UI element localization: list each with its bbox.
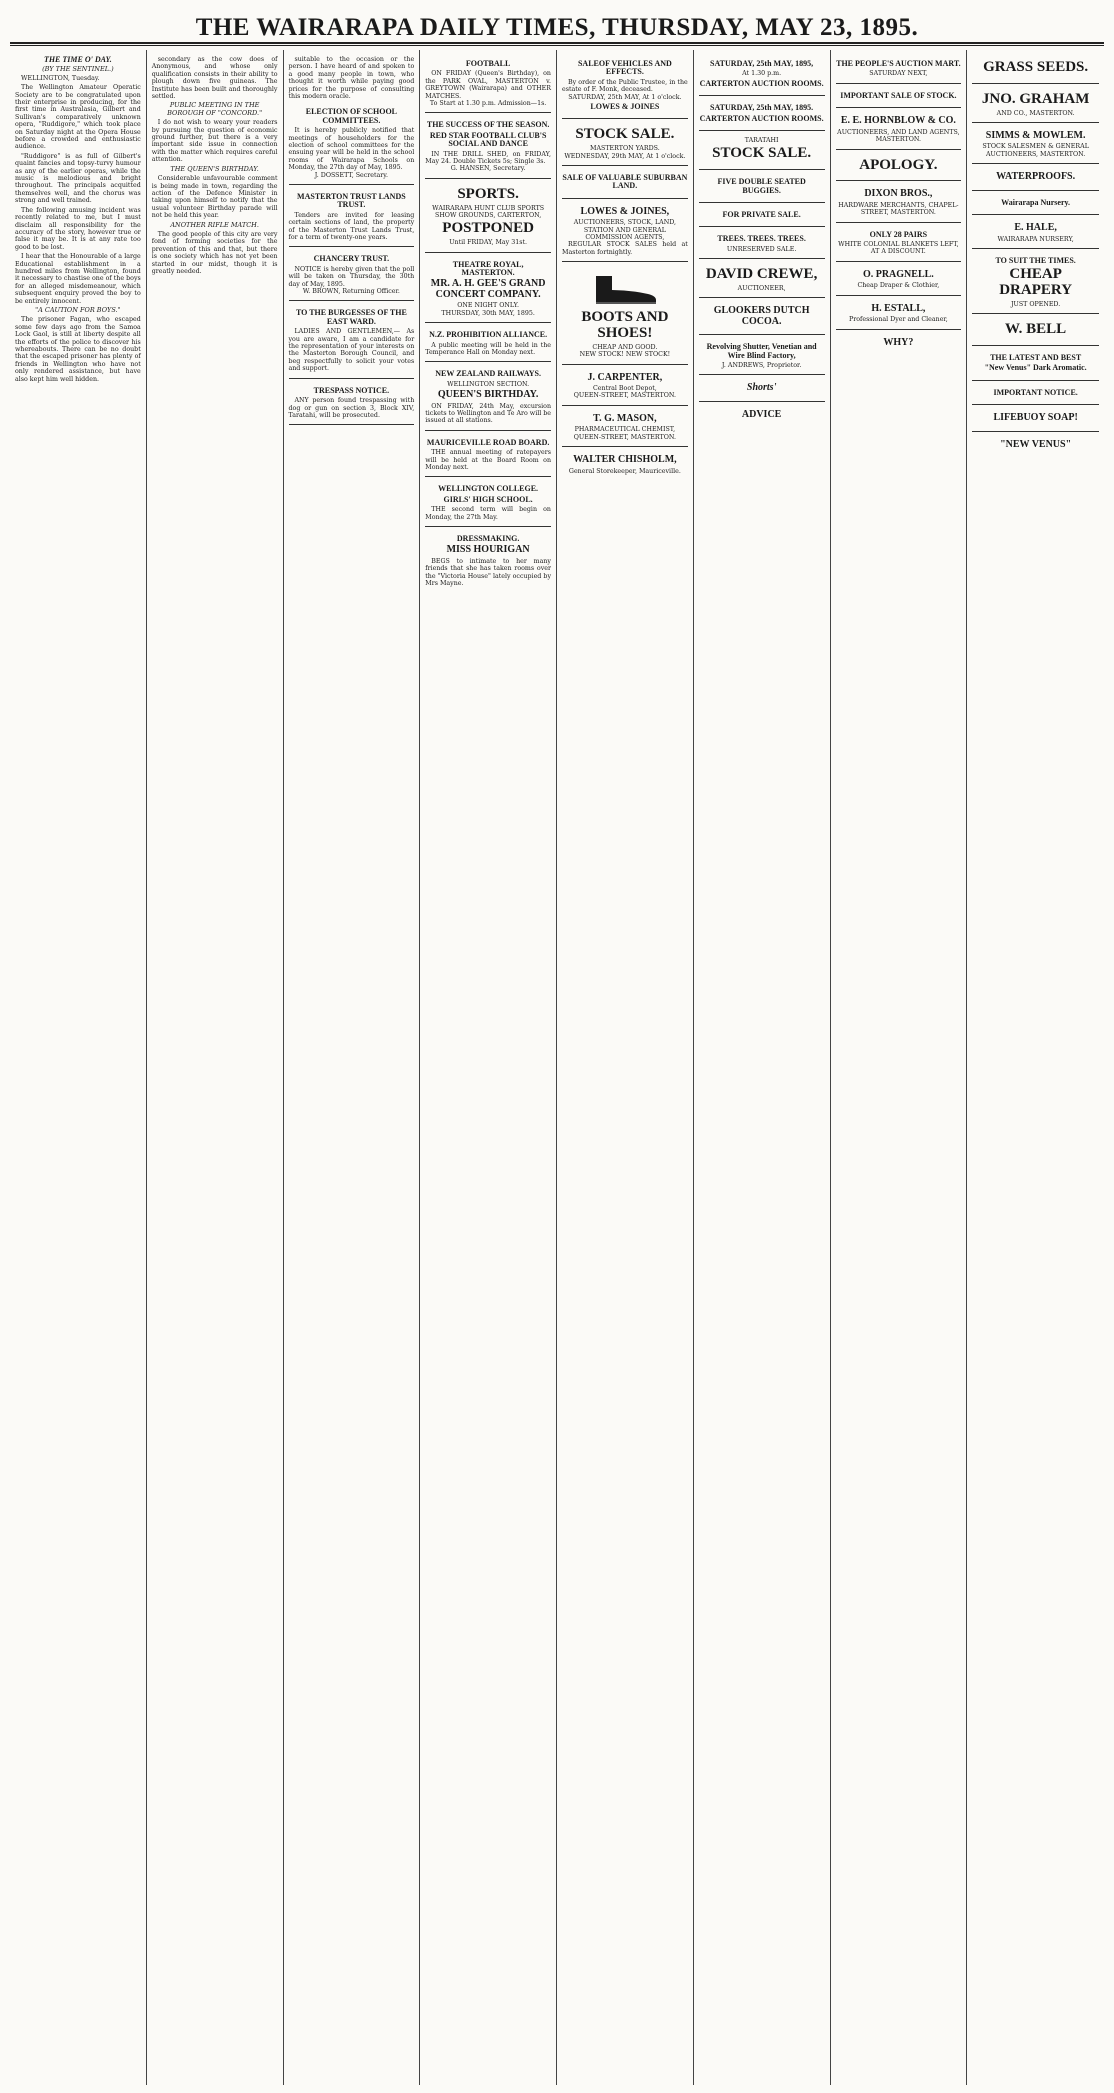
- ad-nursery: [972, 193, 1099, 215]
- column-2: [147, 50, 284, 2085]
- ad-title: STOCK SALE.: [575, 126, 675, 143]
- column-7: [831, 50, 968, 2085]
- ad-body: REGULAR STOCK SALES held at Masterton fortnightly.: [562, 241, 688, 256]
- ad-title: SALEOF VEHICLES AND EFFECTS.: [577, 59, 672, 77]
- ad-title: NEW ZEALAND RAILWAYS.: [435, 369, 541, 379]
- boot-icon: [590, 272, 660, 306]
- ad-title: THE LATEST AND BEST: [990, 353, 1082, 363]
- ad-title: STOCK SALE.: [712, 145, 812, 162]
- ad-title: DIXON BROS.,: [864, 188, 933, 200]
- ad-body: THE second term will begin on Monday, the 27th May.: [425, 506, 551, 521]
- ad-pragnell: [836, 264, 962, 296]
- column-6: [694, 50, 831, 2085]
- ad-subtext: QUEEN-STREET, MASTERTON.: [573, 392, 676, 400]
- masthead-title: THE WAIRARAPA DAILY TIMES, THURSDAY, MAY 23, 1895.: [195, 14, 919, 41]
- ad-title: WELLINGTON COLLEGE.: [438, 484, 539, 494]
- notice-trespass: [289, 381, 415, 426]
- ad-important-notice: [972, 383, 1099, 405]
- ad-subtext: JUST OPENED.: [1010, 300, 1061, 308]
- ad-carterton-rooms: [699, 98, 825, 131]
- ad-title: SPORTS.: [457, 185, 519, 202]
- ad-subtext: At 1.30 p.m.: [742, 70, 782, 78]
- ad-apology: [836, 152, 962, 182]
- ad-title: "NEW VENUS": [1000, 438, 1072, 450]
- article-paragraph: The following amusing incident was recently related to me, but I must disclaim all responsibility for the accuracy of the story, however true or false it may be. It is at any rate too good to be lost.: [15, 206, 141, 251]
- ad-subtext: PHARMACEUTICAL CHEMIST,: [574, 426, 676, 434]
- ad-road-board: [425, 433, 551, 478]
- ad-subtext: To Start at 1.30 p.m. Admission—1s.: [429, 100, 547, 108]
- ad-concert: [425, 255, 551, 324]
- ad-body: ON FRIDAY, 24th May, excursion tickets to Wellington and Te Aro will be issued at all stations.: [425, 402, 551, 425]
- article-subheading: "A CAUTION FOR BOYS.": [35, 305, 121, 314]
- ad-subtext: AUCTIONEER,: [737, 284, 786, 292]
- ad-title: TREES. TREES. TREES.: [717, 234, 806, 244]
- notice-title: ELECTION OF SCHOOL COMMITTEES.: [305, 107, 398, 125]
- ad-subtext: MASTERTON YARDS.: [590, 145, 660, 153]
- ad-stock-important: [836, 86, 962, 108]
- ad-title: E. HALE,: [1014, 222, 1057, 234]
- ad-title: MAURICEVILLE ROAD BOARD.: [426, 437, 550, 447]
- ad-taratahi-stock: [699, 133, 825, 170]
- ad-trees: [699, 229, 825, 259]
- masthead-rule: [10, 45, 1104, 46]
- ad-title: J. CARPENTER,: [587, 371, 663, 383]
- ad-title: DAVID CREWE,: [705, 266, 818, 283]
- ad-sports: [425, 181, 551, 253]
- ad-hornblow: [836, 110, 962, 149]
- article-paragraph: secondary as the cow does of Anonymous, and whose only qualification consists in their ability to plough down five guineas. The Institute has been built and thoroughly settled.: [151, 56, 278, 101]
- ad-title: WALTER CHISHOLM,: [573, 454, 677, 466]
- ad-blind-factory: [699, 337, 825, 375]
- ad-heading: LOWES & JOINES: [590, 102, 660, 111]
- ad-heading: QUEEN'S BIRTHDAY.: [437, 389, 539, 401]
- ad-title: TO SUIT THE TIMES.: [995, 256, 1076, 266]
- ad-football: [425, 54, 551, 113]
- masthead: [10, 6, 1104, 44]
- ad-body: THE annual meeting of ratepayers will be held at the Board Room on Monday next.: [425, 449, 551, 472]
- ad-title: APOLOGY.: [859, 156, 938, 173]
- ad-subtext: NEW STOCK! NEW STOCK!: [579, 351, 671, 359]
- ad-new-venus: [972, 434, 1099, 458]
- ad-subtext: AUCTIONEERS, AND LAND AGENTS, MASTERTON.: [837, 128, 960, 144]
- ad-title: GRASS SEEDS.: [983, 59, 1089, 75]
- ad-title: Revolving Shutter, Venetian and Wire Blind Factory,: [706, 342, 817, 360]
- ad-subtext: SATURDAY, 25th MAY, At 1 o'clock.: [568, 93, 682, 101]
- ad-chisholm: [562, 449, 688, 480]
- article-paragraph: The Wellington Amateur Operatic Society are to be congratulated upon their enterprise in producing, for the first time in Australasia, Gilbert and Sullivan's comparatively unknown opera, "Ruddigore," which took place on Saturday night at the Opera House before a crowded and enthusiastic audience.: [15, 84, 141, 151]
- ad-waterproofs: [972, 166, 1099, 191]
- ad-subtext: WHITE COLONIAL BLANKETS LEFT, AT A DISCOUNT.: [838, 240, 959, 256]
- ad-subtext: General Storekeeper, Mauriceville.: [568, 467, 681, 475]
- ad-title: FOOTBALL: [465, 59, 511, 68]
- ad-drapery: [972, 251, 1099, 314]
- notice-school-committees: [289, 102, 415, 185]
- dateline: WELLINGTON, Tuesday.: [21, 74, 100, 82]
- ad-title: SALE OF VALUABLE SUBURBAN LAND.: [562, 172, 688, 191]
- article-paragraph: "Ruddigore" is as full of Gilbert's quaint fancies and topsy-turvy humour as any of the earlier operas, while the music is melodious and bright throughout. The principals acquitted themselves well, and the chorus was strong and well trained.: [15, 152, 141, 205]
- ad-heading: POSTPONED: [442, 220, 534, 237]
- ad-title: WHY?: [883, 336, 914, 348]
- ad-title: DRESSMAKING.: [456, 534, 520, 544]
- column-8: [967, 50, 1104, 2085]
- ad-signoff: G. HANSEN, Secretary.: [450, 165, 526, 173]
- ad-hale: [972, 217, 1099, 249]
- ad-subtext: WAIRARAPA NURSERY,: [997, 235, 1074, 243]
- ad-grass-seeds: [972, 54, 1099, 84]
- ad-dressmaking: [425, 529, 551, 593]
- ad-david-crewe: [699, 261, 825, 298]
- ad-title: ADVICE: [741, 408, 782, 420]
- ad-heading: CARTERTON AUCTION ROOMS.: [699, 78, 824, 88]
- ad-subtext: TARATAHI: [744, 136, 779, 144]
- ad-subtext: WELLINGTON SECTION.: [447, 380, 530, 388]
- ad-mason: [562, 408, 688, 447]
- ad-why: [836, 332, 962, 356]
- column-subheading: (BY THE SENTINEL.): [42, 65, 114, 74]
- ad-subtext: SATURDAY NEXT,: [869, 70, 928, 78]
- ad-vehicles: [562, 54, 688, 119]
- ad-subtext: Cheap Draper & Clothier,: [857, 282, 940, 290]
- notice-signoff: W. BROWN, Returning Officer.: [302, 288, 400, 296]
- ad-subtext: J. ANDREWS, Proprietor.: [721, 362, 802, 370]
- ad-title: GLOOKERS DUTCH COCOA.: [713, 305, 810, 327]
- notice-body: LADIES AND GENTLEMEN,— As you are aware, I am a candidate for the representation of your interests on the Masterton Borough Council, and beg respectfully to solicit your votes and support.: [288, 328, 415, 373]
- ad-title: O. PRAGNELL.: [862, 268, 934, 280]
- notice-title: TO THE BURGESSES OF THE EAST WARD.: [295, 308, 407, 326]
- column-heading: THE TIME O' DAY.: [43, 55, 112, 64]
- ad-subtext: AND CO., MASTERTON.: [996, 109, 1075, 117]
- ad-subtext: HARDWARE MERCHANTS, CHAPEL-STREET, MASTERTON.: [838, 201, 959, 217]
- ad-title: SIMMS & MOWLEM.: [985, 129, 1086, 141]
- ad-title: N.Z. PROHIBITION ALLIANCE.: [429, 330, 548, 340]
- ad-subtext: WAIRARAPA HUNT CLUB SPORTS SHOW GROUNDS, CARTERTON,: [432, 204, 545, 219]
- ad-blankets: [836, 225, 962, 262]
- ad-heading: MR. A. H. GEE'S GRAND CONCERT COMPANY.: [430, 278, 546, 300]
- ad-body: A public meeting will be held in the Temperance Hall on Monday next.: [425, 341, 551, 356]
- ad-advice: [699, 404, 825, 428]
- ad-heading: CHEAP DRAPERY: [999, 266, 1073, 299]
- column-4: [420, 50, 557, 2085]
- ad-bell: [972, 316, 1099, 346]
- ad-estall: [836, 298, 962, 330]
- notice-body: NOTICE is hereby given that the poll will be taken on Thursday, the 30th day of May, 1895.: [288, 265, 415, 288]
- notice-signoff: J. DOSSETT, Secretary.: [314, 171, 389, 179]
- ad-title: THE PEOPLE'S AUCTION MART.: [836, 59, 961, 68]
- ad-auction-mart: [836, 54, 962, 84]
- ad-subtext: ONE NIGHT ONLY.: [457, 302, 520, 310]
- ad-railways: [425, 364, 551, 431]
- ad-title: T. G. MASON,: [593, 412, 657, 424]
- ad-body: IN THE DRILL SHED, on FRIDAY, May 24. Double Tickets 5s; Single 3s.: [425, 150, 551, 165]
- ad-title: FOR PRIVATE SALE.: [722, 209, 801, 219]
- ad-title: SATURDAY, 25th MAY, 1895.: [710, 103, 814, 113]
- notice-body: ANY person found trespassing with dog or gun on section 3, Block XIV, Taratahi, will be prosecuted.: [288, 397, 415, 419]
- ad-heading: MISS HOURIGAN: [446, 544, 530, 556]
- ad-title: LIFEBUOY SOAP!: [993, 412, 1078, 424]
- ad-shorts: [699, 377, 825, 402]
- ad-title: JNO. GRAHAM: [981, 90, 1090, 107]
- ad-lifebuoy: [972, 407, 1099, 432]
- ad-title: H. ESTALL,: [871, 302, 926, 314]
- ad-title: W. BELL: [1005, 321, 1067, 338]
- ad-private-sale: [699, 205, 825, 227]
- ad-saturday-sale: [699, 54, 825, 96]
- notice-title: CHANCERY TRUST.: [313, 254, 390, 264]
- ad-stock-sale: [562, 121, 688, 166]
- ad-body: By order of the Public Trustee, in the estate of F. Monk, deceased.: [562, 78, 688, 94]
- ad-title: THEATRE ROYAL, MASTERTON.: [452, 259, 524, 277]
- ad-title: THE SUCCESS OF THE SEASON.: [426, 120, 550, 130]
- ad-title: FIVE DOUBLE SEATED BUGGIES.: [717, 177, 806, 195]
- ad-subtext: Professional Dyer and Cleaner,: [848, 316, 948, 324]
- ad-heading: CARTERTON AUCTION ROOMS.: [699, 113, 824, 123]
- ad-cocoa: [699, 300, 825, 335]
- ad-prohibition: [425, 325, 551, 362]
- ad-title: Wairarapa Nursery.: [1001, 197, 1071, 207]
- ad-title: IMPORTANT NOTICE.: [993, 387, 1078, 397]
- article-paragraph: The prisoner Fagan, who escaped some few days ago from the Samoa Lock Gaol, is still at liberty despite all the efforts of the police to discover his whereabouts. There can be no doubt that the escaped prisoner has plenty of friends in Wellington who have not only rendered assistance, but have also kept him well hidden.: [15, 316, 141, 383]
- ad-heading: GIRLS' HIGH SCHOOL.: [443, 494, 533, 504]
- columns: [10, 50, 1104, 2085]
- ad-heading: RED STAR FOOTBALL CLUB'S SOCIAL AND DANCE: [429, 130, 547, 149]
- ad-body: BEGS to intimate to her many friends that she has taken rooms over the "Victoria House" lately occupied by Mrs Mayne.: [425, 557, 551, 588]
- ad-title: BOOTS AND SHOES!: [581, 309, 669, 342]
- ad-title: WATERPROOFS.: [996, 171, 1076, 183]
- ad-title: Shorts': [746, 382, 777, 394]
- column-5: [557, 50, 694, 2085]
- ad-dixon: [836, 183, 962, 222]
- ad-venus-tobacco: [972, 348, 1099, 381]
- ad-red-star: [425, 115, 551, 178]
- ad-carpenter: [562, 367, 688, 406]
- ad-suburban-land: [562, 168, 688, 199]
- article-paragraph: I do not wish to weary your readers by pursuing the question of economic ground further, but there is a very important side issue in connection with the matter which requires careful attention.: [151, 119, 278, 164]
- article-subheading: ANOTHER RIFLE MATCH.: [170, 220, 259, 229]
- ad-simms-mowlem: [972, 125, 1099, 164]
- notice-east-ward: [289, 303, 415, 378]
- ad-title: LOWES & JOINES,: [580, 205, 670, 217]
- ad-boots: [562, 264, 688, 364]
- column-1: [10, 50, 147, 2085]
- ad-subtext: AUCTIONEERS, STOCK, LAND, STATION AND GENERAL COMMISSION AGENTS,: [573, 219, 677, 242]
- article-paragraph: suitable to the occasion or the person. I have heard of and spoken to a good many people in town, who thought it worth while paying good prices for the purpose of consulting this modern oracle.: [288, 56, 415, 101]
- ad-title: ONLY 28 PAIRS: [869, 229, 928, 239]
- notice-chancery: [289, 249, 415, 301]
- ad-subtext: QUEEN-STREET, MASTERTON.: [573, 433, 676, 441]
- column-3: [284, 50, 421, 2085]
- ad-heading: "New Venus" Dark Aromatic.: [984, 363, 1087, 373]
- ad-buggies: [699, 172, 825, 203]
- article-subheading: PUBLIC MEETING IN THE BOROUGH OF "CONCORD.": [167, 101, 263, 117]
- ad-lowes-joines: [562, 201, 688, 263]
- ad-subtext: CHEAP AND GOOD.: [592, 343, 658, 351]
- ad-subtext: Central Boot Depot,: [592, 385, 657, 393]
- notice-body: It is hereby publicly notified that meetings of householders for the election of school committees for the ensuing year will be held in the school rooms of Wairarapa Schools on Monday, the 27th day of May, 1895.: [288, 127, 415, 172]
- ad-body: ON FRIDAY (Queen's Birthday), on the PARK OVAL, MASTERTON v. GREYTOWN (Wairarapa) and OTHER MATCHES.: [425, 70, 551, 100]
- ad-college: [425, 479, 551, 527]
- ad-subtext: Until FRIDAY, May 31st.: [449, 239, 527, 247]
- ad-subtext: STOCK SALESMEN & GENERAL AUCTIONEERS, MASTERTON.: [982, 143, 1089, 158]
- notice-title: MASTERTON TRUST LANDS TRUST.: [297, 192, 406, 210]
- article-paragraph: The good people of this city are very fond of forming societies for the prevention of this and that, but there is one society which has not yet been started in our midst, though it is greatly needed.: [151, 230, 278, 275]
- notice-title: TRESPASS NOTICE.: [313, 385, 390, 395]
- ad-graham: [972, 86, 1099, 123]
- ad-subtext: UNRESERVED SALE.: [726, 245, 797, 253]
- boot-illustration: [562, 272, 688, 306]
- ad-subtext: THURSDAY, 30th MAY, 1895.: [441, 309, 535, 317]
- ad-subtext: WEDNESDAY, 29th MAY, At 1 o'clock.: [564, 152, 686, 160]
- article-paragraph: I hear that the Honourable of a large Educational establishment in a hundred miles from Wellington, found it necessary to chastise one of the boys for an alleged misdemeanour, which subsequent enquiry proved the boy to be entirely innocent.: [15, 253, 141, 305]
- ad-title: IMPORTANT SALE OF STOCK.: [840, 90, 957, 100]
- notice-trust-lands: [289, 187, 415, 247]
- ad-title: SATURDAY, 25th MAY, 1895,: [710, 59, 814, 68]
- notice-body: Tenders are invited for leasing certain sections of land, the property of the Masterton Trust Lands Trust, for a term of twenty-one years.: [288, 211, 415, 242]
- article-paragraph: Considerable unfavourable comment is being made in town, regarding the action of the Defence Minister in taking upon himself to notify that the usual volunteer Birthday parade will not be held this year.: [151, 175, 278, 220]
- ad-title: E. E. HORNBLOW & CO.: [840, 115, 956, 127]
- article-subheading: THE QUEEN'S BIRTHDAY.: [170, 164, 259, 173]
